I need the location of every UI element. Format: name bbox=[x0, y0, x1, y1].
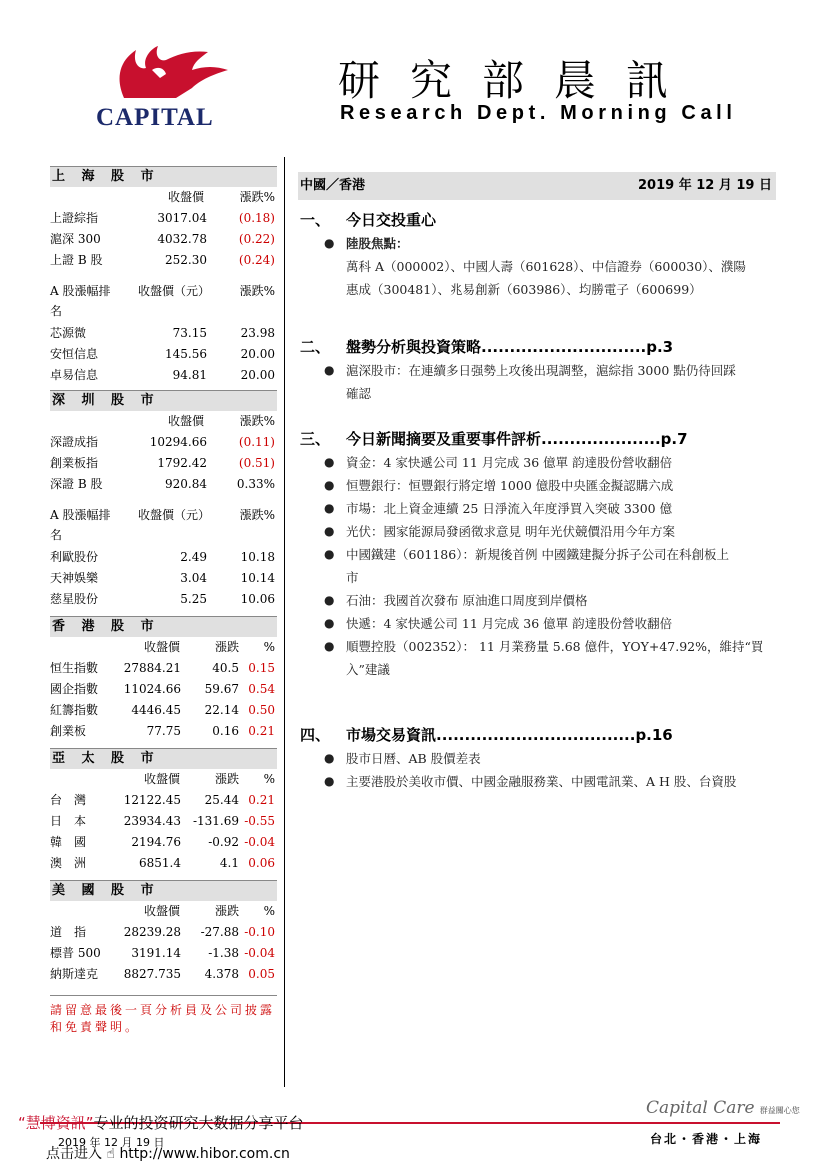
bullet-line: ● 光伏：國家能源局發函徵求意見 明年光伏競價沿用今年方案 bbox=[346, 524, 675, 539]
row-chg: 25.44 bbox=[204, 793, 239, 807]
row-chg: -131.69 bbox=[192, 814, 239, 828]
row-chg: 0.33% bbox=[236, 477, 275, 491]
table-header bbox=[50, 769, 277, 790]
rank-label: A 股漲幅排名 bbox=[50, 284, 111, 318]
row-close: 3191.14 bbox=[131, 946, 181, 960]
row-chg: 20.00 bbox=[240, 368, 275, 382]
row-close: 1792.42 bbox=[157, 456, 207, 470]
bullet-line: 入”建議 bbox=[346, 662, 390, 677]
row-close: 73.15 bbox=[172, 326, 207, 340]
row-name: 滬深 300 bbox=[50, 232, 101, 246]
row-chg: 4.1 bbox=[219, 856, 239, 870]
news-bullet bbox=[298, 612, 776, 635]
table-row bbox=[50, 943, 277, 964]
row-pct: -0.04 bbox=[244, 835, 275, 849]
row-name: 利歐股份 bbox=[50, 550, 99, 564]
row-close: 4446.45 bbox=[131, 703, 181, 717]
table-header bbox=[50, 901, 277, 922]
bullet-line: ● 恒豐銀行：恒豐銀行將定增 1000 億股中央匯金擬認購六成 bbox=[346, 478, 674, 493]
bullet-line: ● 滬深股市：在連續多日强勢上攻後出現調整，滬綜指 3000 點仍待回踩 bbox=[346, 363, 736, 378]
row-pct: -0.10 bbox=[244, 925, 275, 939]
logo-text: CAPITAL bbox=[96, 104, 214, 131]
table-row bbox=[50, 208, 277, 229]
row-name: 韓 國 bbox=[50, 835, 87, 849]
slogan-quote: “慧博資訊” bbox=[18, 1114, 94, 1132]
table-row bbox=[50, 922, 277, 943]
shenzhen-section-title: 深 圳 股 市 bbox=[50, 390, 277, 411]
table-row bbox=[50, 853, 277, 874]
section-2-heading bbox=[298, 335, 776, 359]
news-bullet bbox=[298, 635, 776, 681]
col-close: 收盤價 bbox=[144, 904, 181, 918]
row-close: 28239.28 bbox=[123, 925, 181, 939]
row-close: 11024.66 bbox=[123, 682, 181, 696]
col-pct: % bbox=[263, 772, 275, 786]
row-pct: 0.05 bbox=[248, 967, 275, 981]
shanghai-section-title: 上 海 股 市 bbox=[50, 166, 277, 187]
section-1-heading bbox=[298, 208, 776, 232]
row-close: 27884.21 bbox=[123, 661, 181, 675]
bullet-line: 市 bbox=[346, 570, 359, 585]
table-row bbox=[50, 964, 277, 985]
column-divider bbox=[284, 157, 285, 1087]
focus-bullet: ● 陸股焦點： bbox=[298, 232, 776, 255]
table-header bbox=[50, 637, 277, 658]
row-pct: 0.21 bbox=[248, 724, 275, 738]
row-close: 6851.4 bbox=[139, 856, 181, 870]
row-name: 深證成指 bbox=[50, 435, 99, 449]
bullet-line: ● 快遞：4 家快遞公司 11 月完成 36 億單 韵達股份營收翻倍 bbox=[346, 616, 673, 631]
eagle-logo-icon bbox=[96, 40, 236, 110]
page-title-cn: 研究部晨訊 bbox=[338, 56, 699, 105]
row-close: 252.30 bbox=[165, 253, 207, 267]
row-name: 創業板指 bbox=[50, 456, 99, 470]
table-row bbox=[50, 658, 277, 679]
section-number: 四、 bbox=[300, 726, 331, 744]
col-chg: 漲跌% bbox=[239, 414, 275, 428]
section-4-heading bbox=[298, 723, 776, 747]
row-name: 納斯達克 bbox=[50, 967, 99, 981]
col-pct: % bbox=[263, 904, 275, 918]
row-name: 天神娛樂 bbox=[50, 571, 99, 585]
row-chg: 20.00 bbox=[240, 347, 275, 361]
row-chg: 0.16 bbox=[212, 724, 239, 738]
row-name: 上證 B 股 bbox=[50, 253, 103, 267]
section-title: 今日新聞摘要及重要事件評析.....................p.7 bbox=[346, 430, 688, 448]
table-row bbox=[50, 365, 277, 386]
col-chg: 漲跌% bbox=[239, 190, 275, 204]
row-pct: -0.55 bbox=[244, 814, 275, 828]
row-close: 94.81 bbox=[172, 368, 207, 382]
news-bullet bbox=[298, 451, 776, 474]
row-name: 標普 500 bbox=[50, 946, 101, 960]
table-header bbox=[50, 411, 277, 432]
bullet-line: ● 市場：北上資金連續 25 日淨流入年度淨買入突破 3300 億 bbox=[346, 501, 673, 516]
row-name: 澳 洲 bbox=[50, 856, 87, 870]
table-row bbox=[50, 700, 277, 721]
row-name: 國企指數 bbox=[50, 682, 99, 696]
bullet-line: ● 中國鐵建（601186）：新規後首例 中國鐵建擬分拆子公司在科創板上 bbox=[346, 547, 729, 562]
table-row bbox=[50, 432, 277, 453]
row-close: 3017.04 bbox=[157, 211, 207, 225]
table-row bbox=[50, 568, 277, 589]
report-date: 2019 年 12 月 19 日 bbox=[638, 178, 772, 193]
row-name: 道 指 bbox=[50, 925, 87, 939]
row-close: 10294.66 bbox=[149, 435, 207, 449]
row-pct: 0.50 bbox=[248, 703, 275, 717]
table-header bbox=[50, 187, 277, 208]
row-chg: 22.14 bbox=[204, 703, 239, 717]
bullet-line: ● 石油：我國首次發布 原油進口周度到岸價格 bbox=[346, 593, 588, 608]
focus-line: 萬科 A（000002）、中國人壽（601628）、中信證券（600030）、濮陽 bbox=[346, 259, 746, 274]
slogan-text: 专业的投资研究大数据分享平台 bbox=[93, 1114, 304, 1132]
row-chg: 4.378 bbox=[204, 967, 239, 981]
col-close: 收盤價 bbox=[168, 414, 205, 428]
row-close: 3.04 bbox=[180, 571, 207, 585]
row-close: 145.56 bbox=[165, 347, 207, 361]
news-bullet bbox=[298, 589, 776, 612]
bullet-line: 確認 bbox=[346, 386, 372, 401]
row-name: 安恒信息 bbox=[50, 347, 99, 361]
footer-cities: 台北・香港・上海 bbox=[650, 1132, 763, 1146]
row-chg: 10.18 bbox=[240, 550, 275, 564]
focus-line: 惠成（300481）、兆易創新（603986）、均勝電子（600699） bbox=[346, 282, 702, 297]
main-content bbox=[298, 172, 776, 793]
col-close: 收盤價 bbox=[144, 640, 181, 654]
row-name: 上證綜指 bbox=[50, 211, 99, 225]
table-row bbox=[50, 323, 277, 344]
row-close: 77.75 bbox=[146, 724, 181, 738]
news-bullet bbox=[298, 474, 776, 497]
table-row bbox=[50, 474, 277, 495]
row-close: 12122.45 bbox=[123, 793, 181, 807]
capital-care-brand bbox=[646, 1098, 800, 1118]
us-section-title: 美 國 股 市 bbox=[50, 880, 277, 901]
row-chg: -1.38 bbox=[208, 946, 239, 960]
news-bullet bbox=[298, 747, 776, 770]
row-pct: 0.06 bbox=[248, 856, 275, 870]
row-name: 恒生指數 bbox=[50, 661, 99, 675]
row-chg: 10.14 bbox=[240, 571, 275, 585]
row-chg: 23.98 bbox=[240, 326, 275, 340]
section-title: 今日交投重心 bbox=[346, 211, 437, 229]
rank-close-label: 收盤價（元） bbox=[138, 508, 211, 522]
row-name: 紅籌指數 bbox=[50, 703, 99, 717]
region-date-bar bbox=[298, 172, 776, 200]
capital-logo bbox=[96, 40, 236, 132]
table-row bbox=[50, 790, 277, 811]
news-bullet bbox=[298, 770, 776, 793]
bullet-line: ● 股市日曆、AB 股價差表 bbox=[346, 751, 481, 766]
col-pct: % bbox=[263, 640, 275, 654]
hibor-url[interactable]: http://www.hibor.com.cn bbox=[119, 1146, 290, 1162]
region-label: 中國／香港 bbox=[300, 178, 366, 193]
section-number: 一、 bbox=[300, 211, 331, 229]
row-close: 8827.735 bbox=[123, 967, 181, 981]
click-enter-label[interactable]: 点击进入 bbox=[46, 1146, 102, 1162]
row-close: 23934.43 bbox=[123, 814, 181, 828]
disclaimer: 請留意最後一頁分析員及公司披露和免責聲明。 bbox=[50, 1003, 276, 1034]
row-chg: (0.18) bbox=[238, 211, 275, 225]
row-chg: -27.88 bbox=[200, 925, 239, 939]
market-sidebar bbox=[50, 166, 277, 1036]
row-pct: 0.15 bbox=[248, 661, 275, 675]
news-bullet bbox=[298, 497, 776, 520]
row-chg: (0.51) bbox=[238, 456, 275, 470]
table-row bbox=[50, 832, 277, 853]
table-row bbox=[50, 453, 277, 474]
row-close: 2194.76 bbox=[131, 835, 181, 849]
page-title-en: Research Dept. Morning Call bbox=[340, 102, 737, 124]
section-3-heading bbox=[298, 427, 776, 451]
row-chg: (0.24) bbox=[238, 253, 275, 267]
asia-section-title: 亞 太 股 市 bbox=[50, 748, 277, 769]
rank-chg-label: 漲跌% bbox=[239, 284, 275, 298]
rank-close-label: 收盤價（元） bbox=[138, 284, 211, 298]
bullet-line: ● 主要港股於美收市價、中國金融服務業、中國電訊業、A H 股、台資股 bbox=[346, 774, 737, 789]
section-title: 市場交易資訊...................................p.16 bbox=[346, 726, 673, 744]
row-close: 2.49 bbox=[180, 550, 207, 564]
col-chg: 漲跌 bbox=[215, 772, 240, 786]
row-chg: (0.11) bbox=[238, 435, 275, 449]
table-row bbox=[50, 721, 277, 742]
row-name: 日 本 bbox=[50, 814, 87, 828]
footer-slogan bbox=[18, 1112, 304, 1133]
row-chg: (0.22) bbox=[238, 232, 275, 246]
col-chg: 漲跌 bbox=[215, 640, 240, 654]
footer-date: 2019 年 12 月 19 日 bbox=[58, 1136, 165, 1149]
table-row bbox=[50, 344, 277, 365]
row-pct: 0.21 bbox=[248, 793, 275, 807]
rank-chg-label: 漲跌% bbox=[239, 508, 275, 522]
news-bullet bbox=[298, 543, 776, 589]
table-row bbox=[50, 250, 277, 271]
row-name: 創業板 bbox=[50, 724, 87, 738]
section-number: 二、 bbox=[300, 338, 331, 356]
footer-link[interactable] bbox=[46, 1143, 290, 1163]
row-name: 台 灣 bbox=[50, 793, 87, 807]
row-chg: 40.5 bbox=[212, 661, 239, 675]
col-close: 收盤價 bbox=[144, 772, 181, 786]
section-title: 盤勢分析與投資策略.............................p.3 bbox=[346, 338, 674, 356]
row-pct: -0.04 bbox=[244, 946, 275, 960]
row-chg: -0.92 bbox=[208, 835, 239, 849]
table-row bbox=[50, 229, 277, 250]
row-close: 920.84 bbox=[165, 477, 207, 491]
table-row bbox=[50, 589, 277, 610]
row-pct: 0.54 bbox=[248, 682, 275, 696]
section-number: 三、 bbox=[300, 430, 331, 448]
table-row bbox=[50, 811, 277, 832]
news-bullet bbox=[298, 359, 776, 405]
row-name: 卓易信息 bbox=[50, 368, 99, 382]
col-chg: 漲跌 bbox=[215, 904, 240, 918]
row-name: 深證 B 股 bbox=[50, 477, 103, 491]
bullet-line: ● 資金：4 家快遞公司 11 月完成 36 億單 韵達股份營收翻倍 bbox=[346, 455, 673, 470]
row-close: 4032.78 bbox=[157, 232, 207, 246]
brand-cn: 群益關心您 bbox=[759, 1106, 800, 1115]
row-name: 芯源微 bbox=[50, 326, 87, 340]
news-bullet bbox=[298, 520, 776, 543]
col-close: 收盤價 bbox=[168, 190, 205, 204]
bullet-line: ● 順豐控股（002352）： 11 月業務量 5.68 億件，YOY+47.92%，維持“買 bbox=[346, 639, 764, 654]
row-close: 5.25 bbox=[180, 592, 207, 606]
table-row bbox=[50, 547, 277, 568]
rank-label: A 股漲幅排名 bbox=[50, 508, 111, 542]
table-row bbox=[50, 679, 277, 700]
row-chg: 10.06 bbox=[240, 592, 275, 606]
row-chg: 59.67 bbox=[204, 682, 239, 696]
row-name: 慈星股份 bbox=[50, 592, 99, 606]
hongkong-section-title: 香 港 股 市 bbox=[50, 616, 277, 637]
hand-pointer-icon: ☝ bbox=[106, 1146, 115, 1162]
brand-name: Capital Care bbox=[646, 1098, 755, 1118]
